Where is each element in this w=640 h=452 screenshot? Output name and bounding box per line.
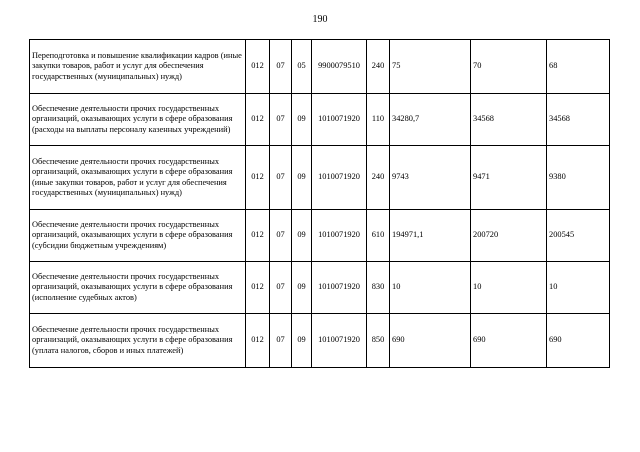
- row-description: Обеспечение деятельности прочих государственных организаций, оказывающих услуги в сфере образования (иные закупки товаров, работ и услуг для обеспечения государственных (муниципальных) нужд): [30, 146, 246, 210]
- ministry-code: 012: [246, 210, 270, 262]
- page-number: 190: [312, 14, 328, 25]
- section-code: 07: [270, 146, 292, 210]
- amount-year-3: 690: [547, 314, 610, 368]
- target-article-code: 1010071920: [312, 94, 367, 146]
- amount-year-3: 10: [547, 262, 610, 314]
- amount-year-1: 75: [390, 40, 471, 94]
- amount-year-2: 9471: [471, 146, 547, 210]
- amount-year-3: 68: [547, 40, 610, 94]
- expense-type-code: 240: [367, 40, 390, 94]
- section-code: 07: [270, 314, 292, 368]
- table-row: [30, 146, 610, 210]
- amount-year-2: 10: [471, 262, 547, 314]
- ministry-code: 012: [246, 262, 270, 314]
- amount-year-1: 34280,7: [390, 94, 471, 146]
- table-row: [30, 40, 610, 94]
- section-code: 07: [270, 40, 292, 94]
- table-row: [30, 262, 610, 314]
- subsection-code: 05: [292, 40, 312, 94]
- amount-year-2: 200720: [471, 210, 547, 262]
- ministry-code: 012: [246, 40, 270, 94]
- expense-type-code: 830: [367, 262, 390, 314]
- table-row: [30, 210, 610, 262]
- expense-type-code: 850: [367, 314, 390, 368]
- row-description: Обеспечение деятельности прочих государственных организаций, оказывающих услуги в сфере образования (субсидии бюджетным учреждениям): [30, 210, 246, 262]
- section-code: 07: [270, 94, 292, 146]
- target-article-code: 9900079510: [312, 40, 367, 94]
- amount-year-2: 70: [471, 40, 547, 94]
- amount-year-1: 690: [390, 314, 471, 368]
- ministry-code: 012: [246, 146, 270, 210]
- amount-year-2: 34568: [471, 94, 547, 146]
- subsection-code: 09: [292, 262, 312, 314]
- expense-type-code: 240: [367, 146, 390, 210]
- subsection-code: 09: [292, 210, 312, 262]
- subsection-code: 09: [292, 94, 312, 146]
- subsection-code: 09: [292, 146, 312, 210]
- amount-year-3: 9380: [547, 146, 610, 210]
- row-description: Переподготовка и повышение квалификации кадров (иные закупки товаров, работ и услуг для обеспечения государственных (муниципальных) нужд): [30, 40, 246, 94]
- table-row: [30, 314, 610, 368]
- amount-year-1: 9743: [390, 146, 471, 210]
- target-article-code: 1010071920: [312, 314, 367, 368]
- amount-year-1: 194971,1: [390, 210, 471, 262]
- subsection-code: 09: [292, 314, 312, 368]
- target-article-code: 1010071920: [312, 146, 367, 210]
- row-description: Обеспечение деятельности прочих государственных организаций, оказывающих услуги в сфере образования (уплата налогов, сборов и иных платежей): [30, 314, 246, 368]
- target-article-code: 1010071920: [312, 210, 367, 262]
- amount-year-3: 200545: [547, 210, 610, 262]
- expense-type-code: 110: [367, 94, 390, 146]
- expense-type-code: 610: [367, 210, 390, 262]
- section-code: 07: [270, 210, 292, 262]
- budget-table: [29, 39, 610, 368]
- target-article-code: 1010071920: [312, 262, 367, 314]
- amount-year-1: 10: [390, 262, 471, 314]
- row-description: Обеспечение деятельности прочих государственных организаций, оказывающих услуги в сфере образования (расходы на выплаты персоналу казенных учреждений): [30, 94, 246, 146]
- row-description: Обеспечение деятельности прочих государственных организаций, оказывающих услуги в сфере образования (исполнение судебных актов): [30, 262, 246, 314]
- amount-year-3: 34568: [547, 94, 610, 146]
- ministry-code: 012: [246, 314, 270, 368]
- section-code: 07: [270, 262, 292, 314]
- amount-year-2: 690: [471, 314, 547, 368]
- ministry-code: 012: [246, 94, 270, 146]
- table-row: [30, 94, 610, 146]
